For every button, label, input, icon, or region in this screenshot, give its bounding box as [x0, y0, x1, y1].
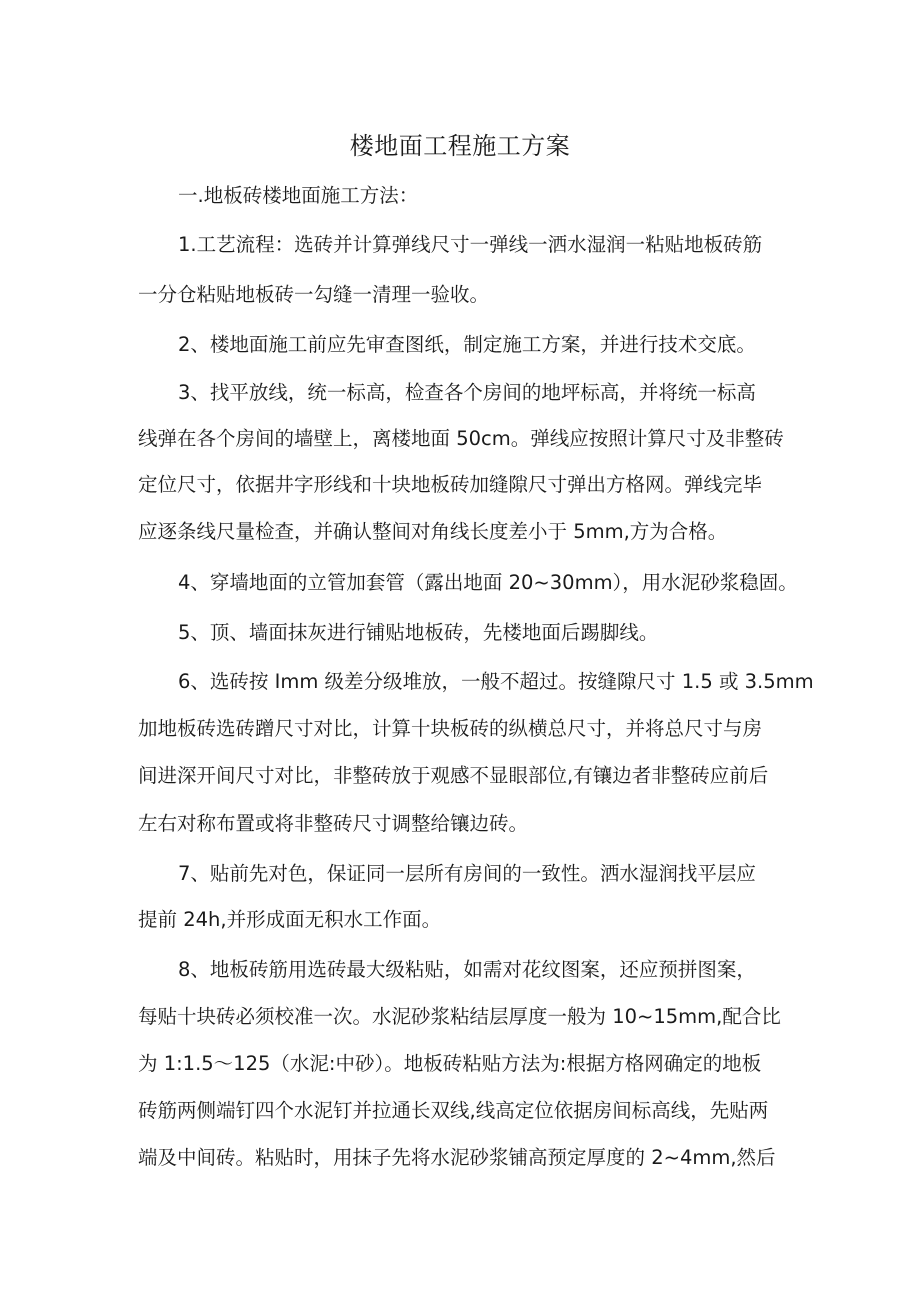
- paragraph-line: 定位尺寸，依据井字形线和十块地板砖加缝隙尺寸弹出方格网。弹线完毕: [138, 473, 763, 496]
- paragraph-line: 8、地板砖筋用选砖最大级粘贴，如需对花纹图案，还应预拼图案，: [178, 958, 756, 981]
- section-heading: 一.地板砖楼地面施工方法：: [178, 184, 419, 207]
- paragraph-line: 2、楼地面施工前应先审查图纸，制定施工方案，并进行技术交底。: [178, 333, 756, 356]
- paragraph-line: 一分仓粘贴地板砖一勾缝一清理一验收。: [138, 283, 490, 306]
- paragraph-line: 砖筋两侧端钉四个水泥钉并拉通长双线,线高定位依据房间标高线，先贴两: [138, 1099, 769, 1122]
- paragraph-line: 7、贴前先对色，保证同一层所有房间的一致性。洒水湿润找平层应: [178, 862, 756, 885]
- document-title: 楼地面工程施工方案: [349, 132, 571, 160]
- paragraph-line: 应逐条线尺量检查，并确认整间对角线长度差小于 5mm,方为合格。: [138, 520, 728, 543]
- paragraph-line: 为 1:1.5～125（水泥:中砂）。地板砖粘贴方法为:根据方格网确定的地板: [138, 1052, 762, 1075]
- paragraph-line: 端及中间砖。粘贴时，用抹子先将水泥砂浆铺高预定厚度的 2~4mm,然后: [138, 1146, 776, 1169]
- paragraph-line: 加地板砖选砖蹭尺寸对比，计算十块板砖的纵横总尺寸，并将总尺寸与房: [138, 717, 763, 740]
- paragraph-line: 6、选砖按 Imm 级差分级堆放，一般不超过。按缝隙尺寸 1.5 或 3.5mm: [178, 670, 814, 693]
- paragraph-line: 每贴十块砖必须校准一次。水泥砂浆粘结层厚度一般为 10~15mm,配合比: [138, 1005, 781, 1028]
- paragraph-line: 线弹在各个房间的墙壁上，离楼地面 50cm。弹线应按照计算尺寸及非整砖: [138, 427, 784, 450]
- paragraph-line: 3、找平放线，统一标高，检查各个房间的地坪标高，并将统一标高: [178, 381, 756, 404]
- paragraph-line: 提前 24h,并形成面无积水工作面。: [138, 908, 442, 931]
- paragraph-line: 间进深开间尺寸对比，非整砖放于观感不显眼部位,有镶边者非整砖应前后: [138, 764, 769, 787]
- paragraph-line: 1.工艺流程：选砖并计算弹线尺寸一弹线一洒水湿润一粘贴地板砖筋: [178, 233, 763, 256]
- paragraph-line: 左右对称布置或将非整砖尺寸调整给镶边砖。: [138, 812, 529, 835]
- paragraph-line: 4、穿墙地面的立管加套管（露出地面 20~30mm），用水泥砂浆稳固。: [178, 571, 798, 594]
- paragraph-line: 5、顶、墙面抹灰进行铺贴地板砖，先楼地面后踢脚线。: [178, 621, 659, 644]
